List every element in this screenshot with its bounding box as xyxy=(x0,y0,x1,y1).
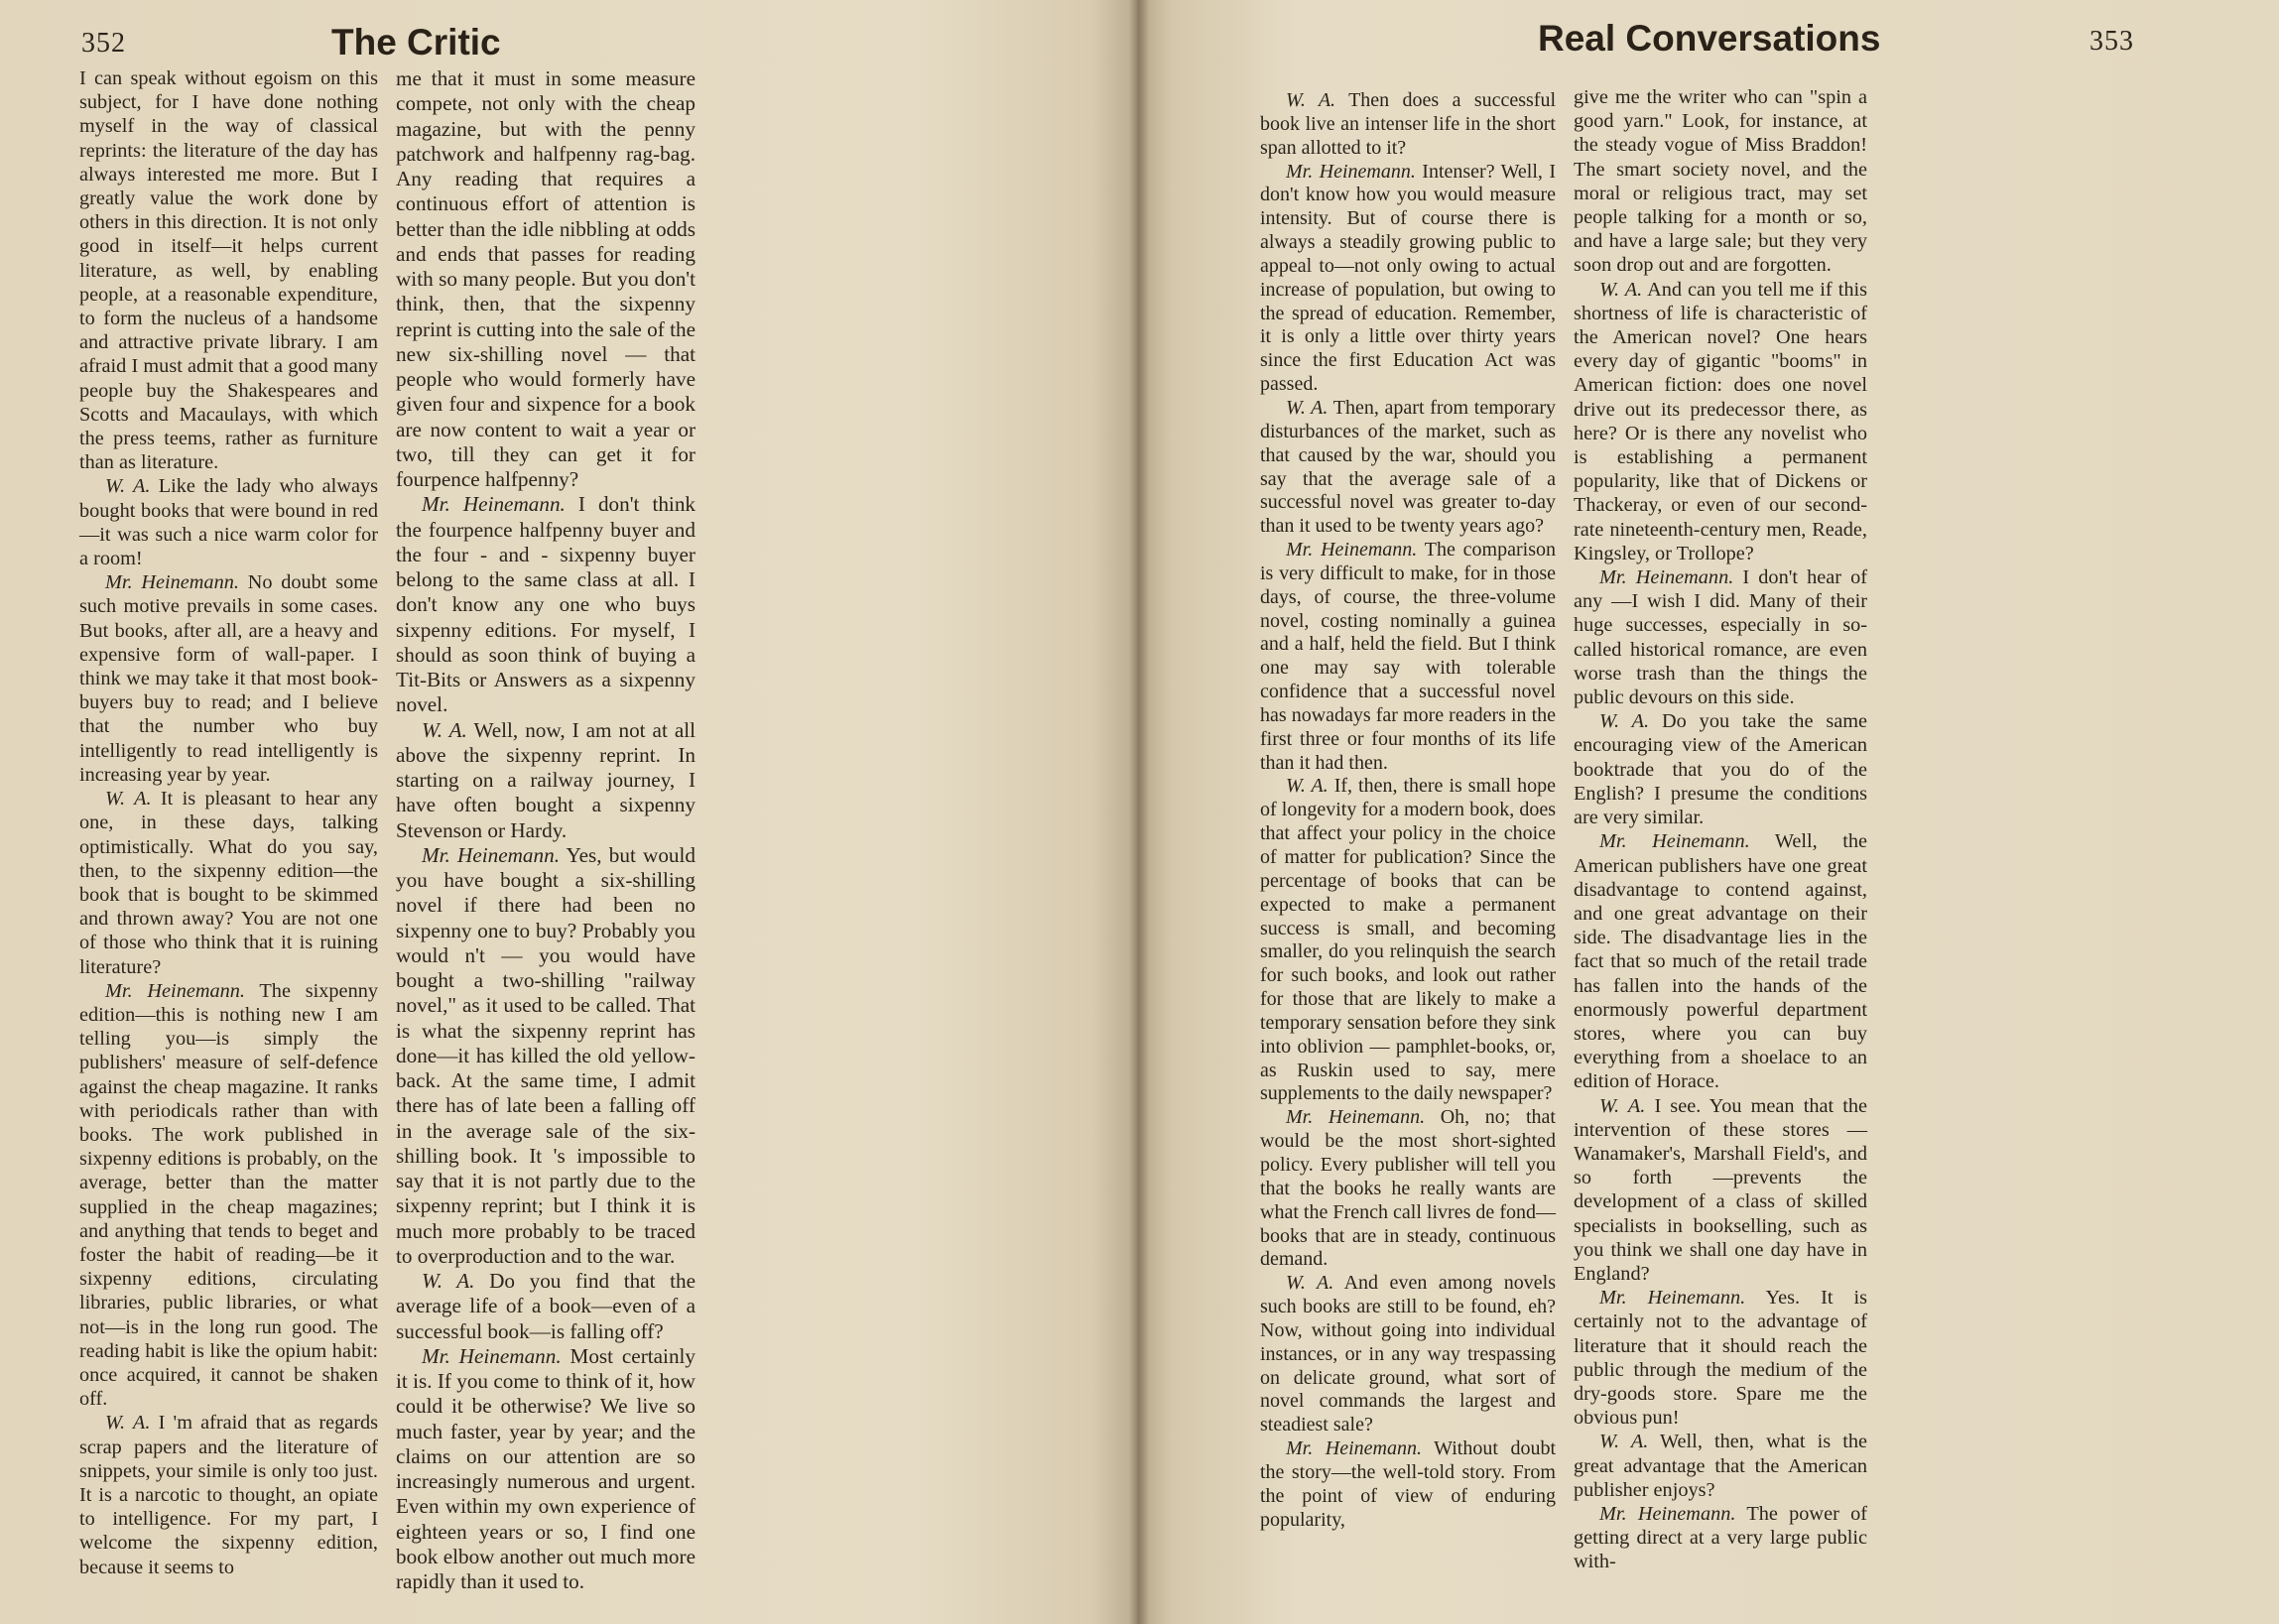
text-column-left-2 xyxy=(396,66,696,1594)
paragraph xyxy=(1260,1437,1556,1532)
speaker-label: W. A. xyxy=(422,1269,475,1293)
speaker-label: Mr. Heinemann. xyxy=(1599,1502,1736,1525)
paragraph-text: I see. You mean that the intervention of these stores — Wanamaker's, Marshall Field's, and so forth —prevents the development of a class of skilled specialists in bookselling, such as you think we shall one day have in England? xyxy=(1574,1094,1867,1285)
text-column-right-2 xyxy=(1574,85,1867,1574)
paragraph-text: I 'm afraid that as regards scrap papers and the literature of snippets, your simile is only too just. It is a narcotic to thought, an opiate to intelligence. For my part, I welcome the sixpenny edition, because it seems to xyxy=(79,1412,378,1578)
paragraph-text: me that it must in some measure compete, not only with the cheap magazine, but with the penny patchwork and halfpenny rag-bag. Any reading that requires a continuous effort of attention is better than the idle nibbling at odds and ends that passes for reading with so many people. But you don't think, then, that the sixpenny reprint is cutting into the sale of the new six-shilling novel — that people who would formerly have given four and sixpence for a book are now content to wait a year or two, till they can get it for fourpence halfpenny? xyxy=(396,66,696,491)
paragraph-text: give me the writer who can "spin a good yarn." Look, for instance, at the steady vogue of Miss Braddon! The smart society novel, and the moral or religious tract, may set people talking for a month or so, and have a large sale; but they very soon drop out and are forgotten. xyxy=(1574,86,1867,277)
speaker-label: Mr. Heinemann. xyxy=(1599,1287,1746,1310)
paragraph xyxy=(79,570,378,787)
speaker-label: W. A. xyxy=(105,788,152,811)
paragraph-text: The power of getting direct at a very large public with- xyxy=(1574,1502,1867,1573)
speaker-label: W. A. xyxy=(1599,1094,1646,1117)
speaker-label: Mr. Heinemann. xyxy=(422,842,561,867)
paragraph xyxy=(1574,829,1867,1093)
left-page xyxy=(0,0,1137,1624)
speaker-label: W. A. xyxy=(1599,1431,1649,1453)
paragraph-text: Do you take the same encouraging view of the American booktrade that you do of the English? I presume the conditions are very similar. xyxy=(1574,710,1868,829)
book-gutter xyxy=(1129,0,1149,1624)
paragraph-text: I can speak without egoism on this subject, for I have done nothing myself in the way of classical reprints: the literature of the day has always interested me more. But I greatly value the work done by others in this direction. It is not only good in itself—it helps current literature, as well, by enabling people, at a reasonable expenditure, to form the nucleus of a handsome and attractive private library. I am afraid I must admit that a good many people buy the Shakespeares and Scotts and Macaulays, with which the press teems, rather as furniture than as literature. xyxy=(79,67,378,474)
speaker-label: Mr. Heinemann. xyxy=(105,979,245,1002)
paragraph xyxy=(1260,161,1556,397)
paragraph xyxy=(396,492,696,717)
paragraph-text: Well, the American publishers have one great disadvantage to contend against, and one great advantage on their side. The disadvantage lies in the fact that so much of the retail trade has fallen into the hands of the enormously powerful department stores, where you can buy everything from a shoelace to an edition of Horace. xyxy=(1574,830,1867,1093)
paragraph xyxy=(396,1344,696,1595)
paragraph-text: Do you find that the average life of a book—even of a successful book—is falling off? xyxy=(396,1269,696,1343)
paragraph-text: Like the lady who always bought books that were bound in red—it was such a nice warm color for a room! xyxy=(79,475,378,570)
paragraph-text: I don't think the fourpence halfpenny buyer and the four - and - sixpenny buyer belong to the same class at all. I don't know any one who buys sixpenny editions. For myself, I should as soon think of buying a Tit-Bits or Answers as a sixpenny novel. xyxy=(396,492,696,717)
speaker-label: Mr. Heinemann. xyxy=(1599,566,1734,589)
right-page xyxy=(1137,0,2279,1624)
paragraph xyxy=(1574,1502,1867,1574)
speaker-label: W. A. xyxy=(1599,710,1650,733)
paragraph-text: I don't hear of any —I wish I did. Many of their huge successes, especially in so-called historical romance, are even worse trash than the things the public devours on this side. xyxy=(1574,566,1868,709)
speaker-label: W. A. xyxy=(1286,396,1329,419)
paragraph xyxy=(396,843,696,1269)
text-column-right-1 xyxy=(1260,89,1556,1532)
paragraph xyxy=(1260,89,1556,161)
paragraph-text: Yes. It is certainly not to the advantage of literature that it should reach the public through the medium of the dry-goods store. Spare me the obvious pun! xyxy=(1574,1287,1867,1430)
paragraph-text: No doubt some such motive prevails in some cases. But books, after all, are a heavy and expensive form of wall-paper. I think we may take it that most book-buyers buy to read; and I believe that the number who buy intelligently to read intelligently is increasing year by year. xyxy=(79,571,379,786)
speaker-label: W. A. xyxy=(1286,89,1336,111)
paragraph xyxy=(396,66,696,492)
paragraph-text: And can you tell me if this shortness of life is characteristic of the American novel? One hears every day of gigantic "booms" in American fiction: does one novel drive out its predecessor there, as here? Or is there any novelist who is establishing a permanent popularity, like that of Dickens or Thackeray, or even of our second-rate nineteenth-century men, Reade, Kingsley, or Trollope? xyxy=(1574,278,1867,564)
page-number: 352 xyxy=(81,28,126,59)
running-head: The Critic xyxy=(331,22,501,62)
paragraph xyxy=(79,1411,378,1578)
paragraph xyxy=(1574,709,1867,829)
page-number: 353 xyxy=(2089,26,2134,57)
paragraph-text: Then, apart from temporary disturbances of the market, such as that caused by the war, should you say that the average sale of a successful novel was greater to-day than it used to be twenty years ago? xyxy=(1260,396,1556,538)
paragraph xyxy=(1260,539,1556,775)
speaker-label: W. A. xyxy=(1599,278,1643,301)
paragraph xyxy=(1574,1094,1867,1287)
speaker-label: Mr. Heinemann. xyxy=(422,492,566,517)
paragraph xyxy=(1260,775,1556,1106)
speaker-label: Mr. Heinemann. xyxy=(1286,1437,1422,1460)
paragraph xyxy=(79,66,378,474)
paragraph xyxy=(1260,397,1556,539)
speaker-label: Mr. Heinemann. xyxy=(1599,830,1750,853)
paragraph xyxy=(396,718,696,843)
paragraph-text: The comparison is very difficult to make, for in those days, of course, the three-volume novel, costing nominally a guinea and a half, held the field. But I think one may say with tolerable confidence that a successful novel has nowadays far more readers in the first three or four months of its life than it had then. xyxy=(1260,539,1556,774)
paragraph xyxy=(79,787,378,979)
speaker-label: W. A. xyxy=(422,717,467,742)
speaker-label: Mr. Heinemann. xyxy=(1286,539,1418,562)
paragraph-text: Well, now, I am not at all above the sixpenny reprint. In starting on a railway journey, I have often bought a sixpenny Stevenson or Hardy. xyxy=(396,717,696,842)
speaker-label: W. A. xyxy=(1286,1272,1334,1295)
paragraph-text: Then does a successful book live an intenser life in the short span allotted to it? xyxy=(1260,89,1557,159)
paragraph xyxy=(1574,1430,1867,1502)
paragraph xyxy=(1260,1272,1556,1437)
paragraph xyxy=(396,1269,696,1344)
paragraph xyxy=(1574,1286,1867,1430)
speaker-label: Mr. Heinemann. xyxy=(422,1343,562,1368)
speaker-label: W. A. xyxy=(105,475,151,498)
speaker-label: Mr. Heinemann. xyxy=(1286,1106,1426,1129)
speaker-label: Mr. Heinemann. xyxy=(105,571,239,594)
paragraph xyxy=(1574,565,1867,709)
speaker-label: W. A. xyxy=(105,1412,151,1435)
paragraph-text: If, then, there is small hope of longevity for a modern book, does that affect your policy in the choice of matter for publication? Since the percentage of books that can be expected to make a permanent success is small, and becoming smaller, do you relinquish the search for such books, and look out rather for those that are likely to make a temporary sensation before they sink into oblivion — pamphlet-books, or, as Ruskin used to say, mere supplements to the daily newspaper? xyxy=(1260,775,1556,1105)
text-column-left-1 xyxy=(79,66,378,1579)
paragraph xyxy=(79,979,378,1412)
running-head: Real Conversations xyxy=(1538,18,1881,59)
paragraph-text: Without doubt the story—the well-told story. From the point of view of enduring popularity, xyxy=(1260,1437,1556,1531)
paragraph-text: Yes, but would you have bought a six-shilling novel if there had been no sixpenny one to buy? Probably you would n't — you would have bought a two-shilling "railway novel," as it used to be called. That is what the sixpenny reprint has done—it has killed the old yellow-back. At the same time, I admit there has of late been a falling off in the average sale of the six-shilling book. It 's impossible to say that it is not partly due to the sixpenny reprint; but I think it is much more probably to be traced to overproduction and to the war. xyxy=(396,842,696,1268)
paragraph-text: Intenser? Well, I don't know how you would measure intensity. But of course there is always a steadily growing public to appeal to—not only owing to actual increase of population, but owing to the spread of education. Remember, it is only a little over thirty years since the first Education Act was passed. xyxy=(1260,160,1557,396)
paragraph-text: It is pleasant to hear any one, in these days, talking optimistically. What do you say, then, to the sixpenny edition—the book that is bought to be skimmed and thrown away? You are not one of those who think that it is ruining literature? xyxy=(79,788,378,978)
speaker-label: Mr. Heinemann. xyxy=(1286,160,1416,183)
paragraph-text: The sixpenny edition—this is nothing new I am telling you—is simply the publishers' measure of self-defence against the cheap magazine. It ranks with periodicals rather than with books. The work published in sixpenny editions is probably, on the average, better than the matter supplied in the cheap magazines; and anything that tends to beget and foster the habit of reading—be it sixpenny editions, circulating libraries, public libraries, or what not—is in the long run good. The reading habit is like the opium habit: once acquired, it cannot be shaken off. xyxy=(79,979,378,1411)
paragraph xyxy=(1574,85,1867,278)
paragraph-text: Oh, no; that would be the most short-sighted policy. Every publisher will tell you that the books he really wants are what the French call livres de fond—books that are in steady, continuous demand. xyxy=(1260,1106,1556,1271)
paragraph-text: And even among novels such books are still to be found, eh? Now, without going into individual instances, or in any way trespassing on delicate ground, what sort of novel commands the largest and steadiest sale? xyxy=(1260,1272,1556,1437)
paragraph xyxy=(1260,1106,1556,1272)
paragraph xyxy=(1574,278,1867,565)
paragraph-text: Most certainly it is. If you come to think of it, how could it be otherwise? We live so much faster, year by year; and the claims on our attention are so increasingly numerous and urgent. Even within my own experience of eighteen years or so, I find one book elbow another out much more rapidly than it used to. xyxy=(396,1343,696,1593)
speaker-label: W. A. xyxy=(1286,775,1329,798)
paragraph-text: Well, then, what is the great advantage that the American publisher enjoys? xyxy=(1574,1431,1867,1501)
paragraph xyxy=(79,474,378,570)
